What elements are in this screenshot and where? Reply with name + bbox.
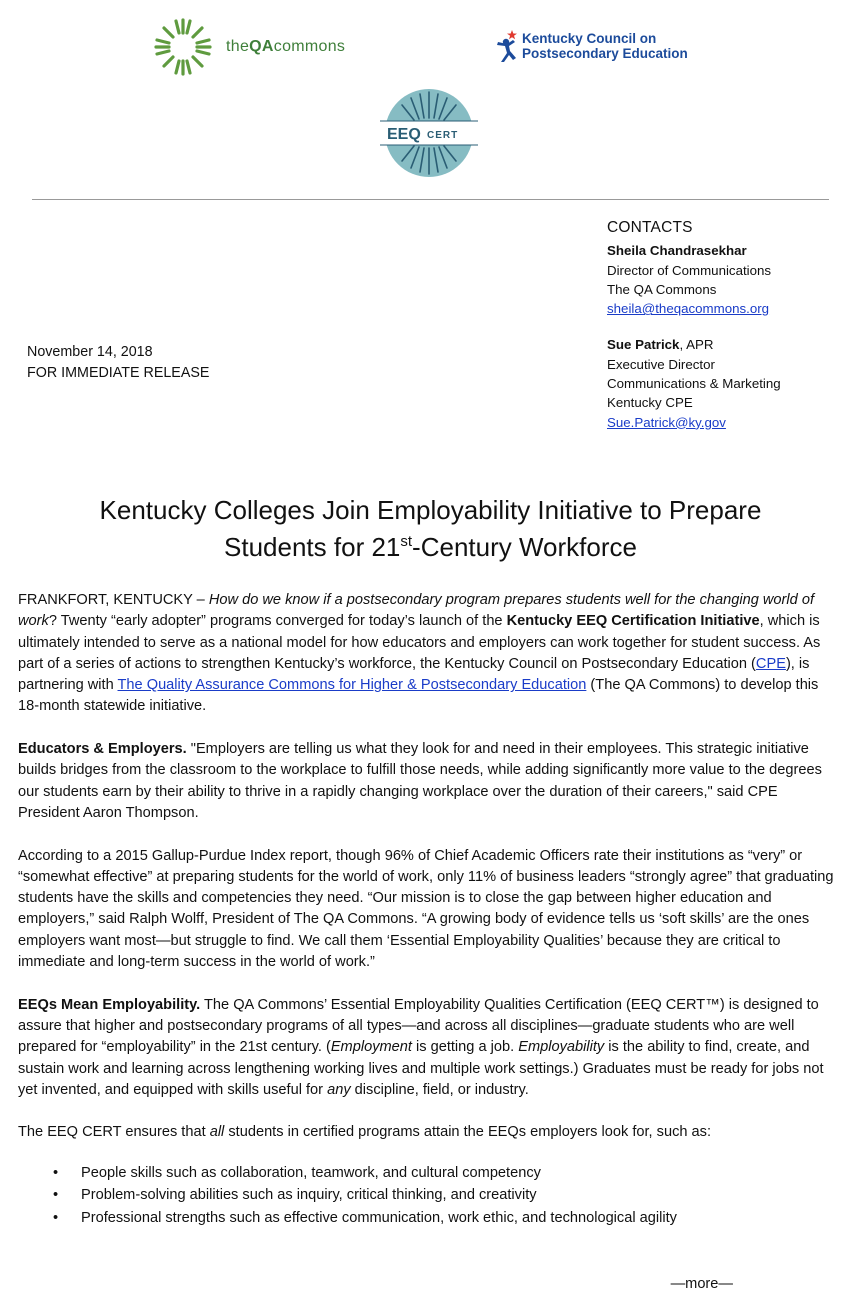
more-marker: —more— bbox=[670, 1276, 733, 1292]
kentucky-cpe-wordmark bbox=[522, 31, 688, 61]
list-item: • Problem-solving abilities such as inquiry, critical thinking, and creativity bbox=[18, 1184, 838, 1207]
headline-line1: Kentucky Colleges Join Employability Initiative to Prepare bbox=[99, 495, 762, 525]
qa-commons-wordmark: theQAcommons bbox=[226, 38, 346, 55]
cpe-link[interactable]: CPE bbox=[755, 655, 786, 672]
contact1-title: Director of Communications bbox=[607, 262, 772, 278]
contact2-dept: Communications & Marketing bbox=[607, 376, 781, 392]
headline bbox=[30, 492, 831, 566]
eeq-cert-logo bbox=[380, 88, 478, 178]
contact2-email bbox=[607, 413, 857, 432]
paragraph-eeqs: EEQs Mean Employability. The QA Commons’ Essential Employability Qualities Certification (EEQ CERT™) is designed to assure that higher and postsecondary programs of all types—and across all disciplines—graduate students who are well prepared for “employability” in the 21st century. (Employment is getting a job. Employability is the ability to find, create, and sustain work and learning across lengthening working lives and multiple work settings.) Graduates must be ready for jobs not yet invented, and equipped with skills useful for any discipline, field, or industry. bbox=[18, 996, 824, 1098]
svg-text:CERT: CERT bbox=[427, 130, 459, 141]
contact2-email-link[interactable]: Sue.Patrick@ky.gov bbox=[607, 414, 726, 430]
contacts-block bbox=[607, 218, 857, 432]
eeq-cert-badge-icon bbox=[380, 88, 478, 178]
release-info bbox=[27, 342, 209, 384]
headline-line2: Students for 21st-Century Workforce bbox=[224, 532, 637, 562]
paragraph-eeq-cert: The EEQ CERT ensures that all students in certified programs attain the EEQs employers look for, such as: bbox=[18, 1124, 712, 1141]
eeq-bullet-list bbox=[18, 1162, 838, 1230]
qa-commons-burst-icon bbox=[152, 16, 214, 78]
cpe-logo-line1: Kentucky Council on bbox=[522, 31, 657, 46]
list-item: • People skills such as collaboration, teamwork, and cultural competency bbox=[18, 1162, 838, 1185]
release-date: November 14, 2018 bbox=[27, 344, 153, 360]
contact1-email bbox=[607, 299, 857, 318]
contact1-email-link[interactable]: sheila@theqacommons.org bbox=[607, 301, 770, 317]
contact1-name: Sheila Chandrasekhar bbox=[607, 243, 747, 259]
release-label: FOR IMMEDIATE RELEASE bbox=[27, 365, 210, 381]
header-divider bbox=[32, 199, 829, 200]
kentucky-cpe-logo bbox=[494, 26, 724, 66]
contacts-heading: CONTACTS bbox=[607, 219, 693, 236]
cpe-logo-line2: Postsecondary Education bbox=[522, 46, 688, 61]
list-item: • Professional strengths such as effective communication, work ethic, and technological agility bbox=[18, 1207, 838, 1230]
contact2-title: Executive Director bbox=[607, 356, 715, 372]
qa-commons-logo bbox=[152, 14, 372, 80]
svg-text:EEQ: EEQ bbox=[387, 126, 421, 143]
paragraph-gallup: According to a 2015 Gallup-Purdue Index report, though 96% of Chief Academic Officers rate their institutions as “very” or “somewhat effective” at preparing students for the world of work, only 11% of business leaders “strongly agree” that graduating students have the skills and competencies they need. “Our mission is to close the gap between higher education and employers,” said Ralph Wolff, President of The QA Commons. “A growing body of evidence tells us ‘soft skills’ are the ones employers want most—but struggle to find. We call them ‘Essential Employability Qualities’ because they are critical to immediate and long-term success in the world of work.” bbox=[18, 847, 834, 971]
contact1-org: The QA Commons bbox=[607, 281, 717, 297]
qa-commons-link[interactable]: The Quality Assurance Commons for Higher & Postsecondary Education bbox=[117, 677, 587, 694]
runner-star-icon bbox=[494, 29, 520, 63]
contact2-name: Sue Patrick, APR bbox=[607, 337, 714, 353]
article-body bbox=[18, 590, 838, 1230]
paragraph-educators: Educators & Employers. "Employers are telling us what they look for and need in their employees. This strategic initiative builds bridges from the classroom to the workplace to fulfill those needs, while adding significantly more value to the degrees our students earn by their ability to thrive in a rapidly changing workplace over the duration of their careers," said CPE President Aaron Thompson. bbox=[18, 741, 822, 821]
paragraph-intro: FRANKFORT, KENTUCKY – How do we know if a postsecondary program prepares students well for the changing world of work? Twenty “early adopter” programs converged for today’s launch of the Kentucky EEQ Certification Initiative, which is ultimately intended to serve as a national model for how educators and employers can work together for student success. As part of a series of actions to strengthen Kentucky’s workforce, the Kentucky Council on Postsecondary Education (CPE), is partnering with The Quality Assurance Commons for Higher & Postsecondary Education (The QA Commons) to develop this 18-month statewide initiative. bbox=[18, 592, 821, 715]
contact2-org: Kentucky CPE bbox=[607, 395, 693, 411]
